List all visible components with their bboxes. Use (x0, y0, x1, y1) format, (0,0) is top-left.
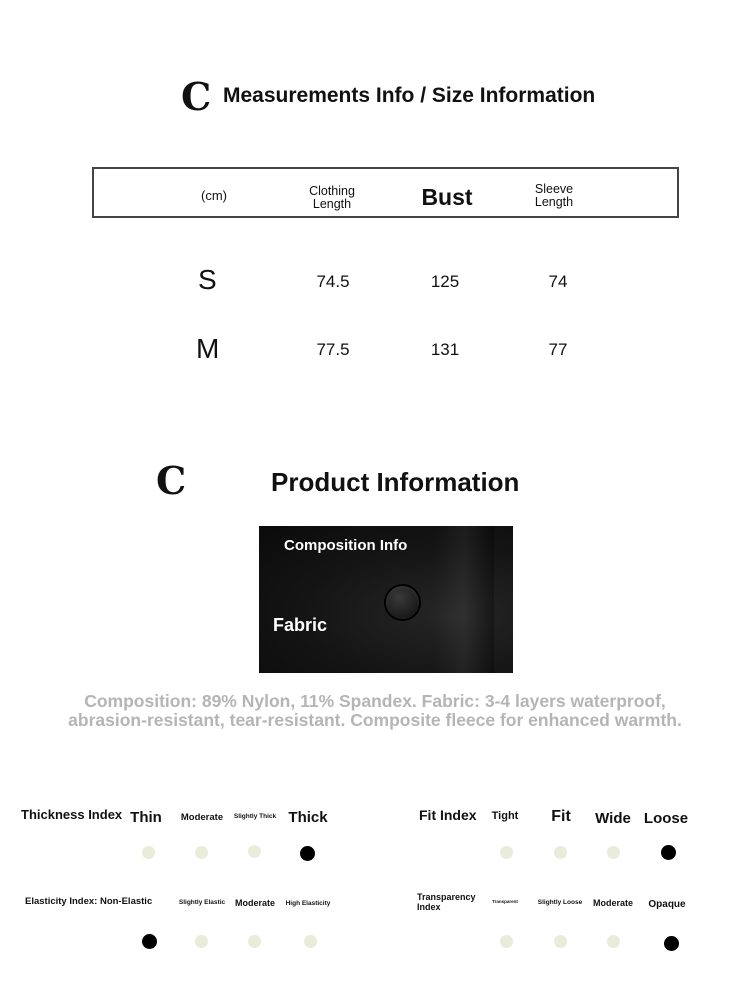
elasticity-dot-slightly-elastic (195, 935, 208, 948)
fit-option-tight: Tight (491, 810, 519, 822)
brand-logo-product: C (156, 458, 187, 503)
transparency-option-moderate: Moderate (592, 898, 633, 908)
fit-dot-tight (500, 846, 513, 859)
cell-s-clothing-length: 74.5 (316, 272, 350, 291)
elasticity-index-label: Elasticity Index: Non-Elastic (25, 896, 153, 907)
composition-info-label: Composition Info (284, 537, 408, 554)
fit-dot-loose (661, 845, 676, 860)
cell-s-bust: 125 (430, 272, 460, 291)
fit-option-wide: Wide (595, 810, 631, 827)
fabric-swatch-image (259, 526, 513, 673)
transparency-dot-opaque (664, 936, 679, 951)
transparency-dot-moderate (607, 935, 620, 948)
fit-option-loose: Loose (643, 810, 689, 827)
header-clothing-length-line1: Clothing (309, 184, 355, 198)
cell-m-bust: 131 (430, 340, 460, 359)
fit-dot-fit (554, 846, 567, 859)
composition-text-line2: abrasion-resistant, tear-resistant. Composite fleece for enhanced warmth. (68, 710, 682, 730)
unit-label: (cm) (201, 188, 227, 203)
thickness-index-label: Thickness Index (21, 807, 123, 822)
header-sleeve-length-line1: Sleeve (534, 182, 574, 196)
transparency-index-label (417, 892, 476, 912)
elasticity-option-slightly-elastic: Slightly Elastic (178, 899, 226, 906)
cell-m-clothing-length: 77.5 (316, 340, 350, 359)
header-clothing-length (292, 185, 372, 211)
header-sleeve-length (514, 183, 594, 209)
transparency-option-opaque: Opaque (648, 899, 686, 910)
header-sleeve-length-line2: Length (534, 195, 574, 210)
transparency-dot-slightly-loose (554, 935, 567, 948)
elasticity-dot-moderate (248, 935, 261, 948)
thickness-option-moderate: Moderate (180, 812, 224, 823)
transparency-option-slightly-loose: Slightly Loose (537, 899, 583, 906)
header-clothing-length-line2: Length (312, 197, 352, 212)
transparency-index-label-line2: Index (417, 902, 441, 912)
fit-dot-wide (607, 846, 620, 859)
thickness-option-thick: Thick (288, 809, 328, 826)
fabric-fold (434, 526, 494, 673)
size-table-header (92, 167, 679, 218)
product-title: Product Information (271, 467, 520, 497)
fabric-label: Fabric (273, 615, 328, 635)
brand-logo: C (181, 74, 212, 119)
transparency-dot-transparent (500, 935, 513, 948)
measurements-title: Measurements Info / Size Information (223, 84, 596, 107)
snap-button-image (386, 586, 419, 619)
header-bust: Bust (421, 184, 473, 210)
fit-index-label: Fit Index (419, 807, 477, 823)
elasticity-dot-high-elasticity (304, 935, 317, 948)
size-label-s: S (198, 264, 217, 295)
fit-option-fit: Fit (551, 808, 571, 825)
thickness-dot-moderate (195, 846, 208, 859)
composition-text-line1: Composition: 89% Nylon, 11% Spandex. Fabric: 3-4 layers waterproof, (84, 691, 666, 711)
thickness-option-thin: Thin (130, 809, 162, 826)
thickness-dot-thick (300, 846, 315, 861)
thickness-dot-thin (142, 846, 155, 859)
elasticity-option-high-elasticity: High Elasticity (285, 900, 331, 907)
cell-m-sleeve-length: 77 (548, 340, 568, 359)
cell-s-sleeve-length: 74 (548, 272, 568, 291)
elasticity-dot-non-elastic (142, 934, 157, 949)
transparency-option-transparent: Transparent (492, 899, 518, 904)
thickness-dot-slightly-thick (248, 845, 261, 858)
transparency-index-label-line1: Transparency (417, 892, 476, 902)
elasticity-option-moderate: Moderate (234, 898, 275, 908)
size-label-m: M (196, 333, 220, 364)
thickness-option-slightly-thick: Slightly Thick (233, 813, 277, 820)
